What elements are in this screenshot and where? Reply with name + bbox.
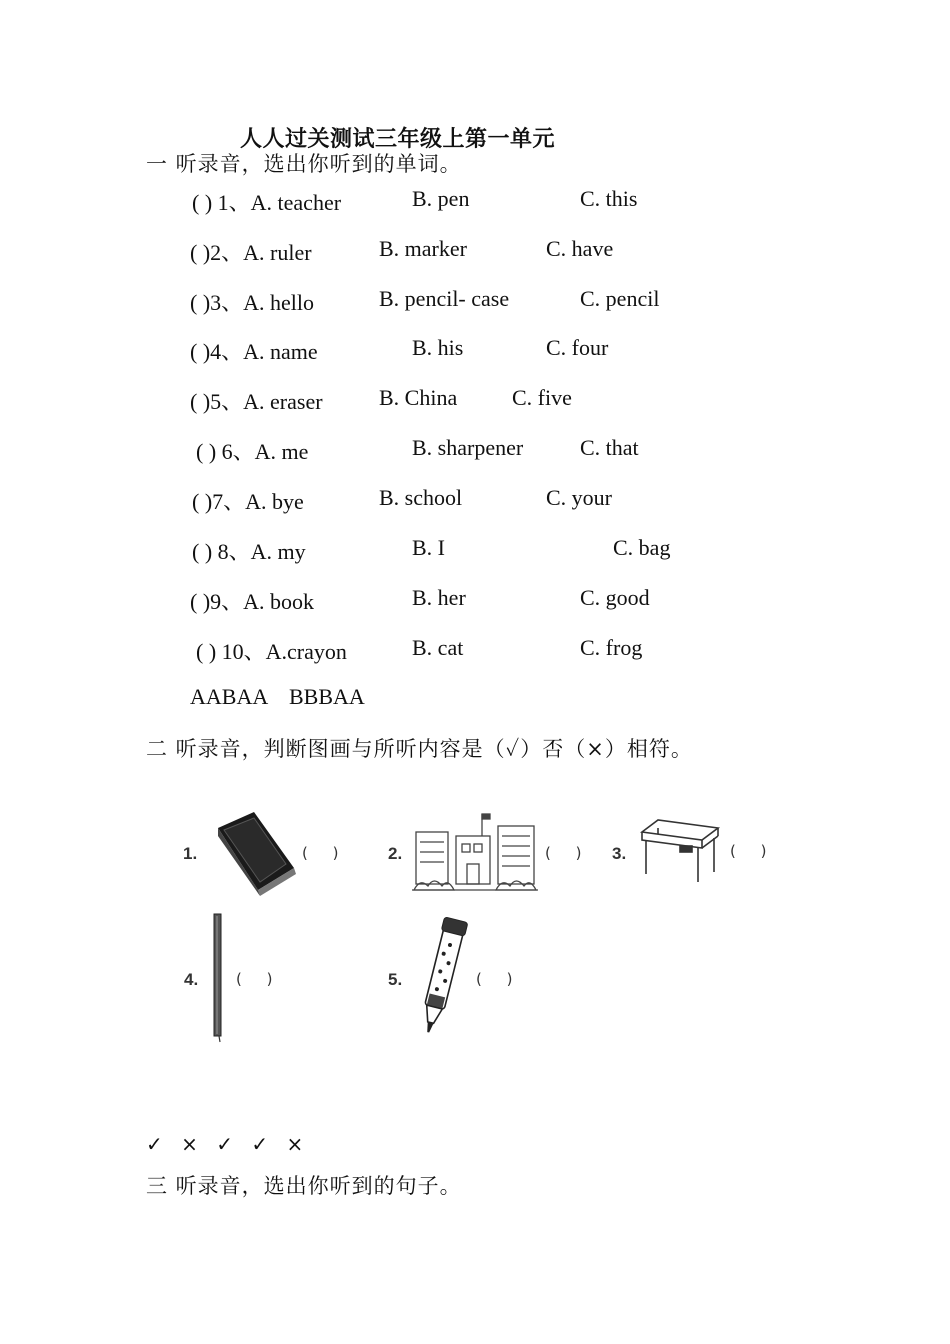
picture-number: 5. [388,970,403,989]
option-b: B. cat [412,635,464,660]
option-c: C. good [580,585,650,610]
book-icon [210,810,300,896]
section-1-answers: AABAA BBBAA [190,684,365,709]
option-b: B. sharpener [412,435,524,460]
option-b: B. marker [379,236,467,261]
picture-number: 4. [184,970,199,989]
option-c: C. four [546,335,609,360]
option-b: B. China [379,385,458,410]
question-row [0,186,700,216]
option-c: C. this [580,186,638,211]
question-lead: ( )3、A. hello [190,290,315,315]
option-b: B. pen [412,186,470,211]
option-c: C. pencil [580,286,660,311]
option-b: B. school [379,485,463,510]
option-c: C. five [512,385,572,410]
option-c: C. bag [613,535,671,560]
answer-paren: ( ) [476,970,523,988]
option-c: C. that [580,435,639,460]
section-2-answers: ✓ × ✓ ✓ × [146,1132,310,1156]
ruler-icon [210,912,226,1044]
question-lead: ( ) 6、A. me [196,439,309,464]
question-row [0,485,700,515]
section-3-heading: 三 听录音，选出你听到的句子。 [146,1174,462,1198]
answer-paren: ( ) [302,844,349,862]
question-lead: ( ) 10、A.crayon [196,639,347,664]
answer-paren: ( ) [236,970,283,988]
option-c: C. your [546,485,612,510]
option-b: B. her [412,585,466,610]
question-lead: ( ) 1、A. teacher [192,190,342,215]
marker-icon [414,914,470,1040]
section-1-heading: 一 听录音，选出你听到的单词。 [146,152,462,176]
question-lead: ( )7、A. bye [192,489,304,514]
question-row [0,385,700,415]
question-lead: ( )2、A. ruler [190,240,312,265]
picture-number: 3. [612,844,627,863]
picture-number: 1. [183,844,198,863]
option-b: B. I [412,535,445,560]
answer-paren: ( ) [730,842,777,860]
question-lead: ( )4、A. name [190,339,318,364]
option-b: B. his [412,335,464,360]
question-row [0,335,700,365]
question-row [0,435,700,465]
answer-paren: ( ) [545,844,592,862]
question-lead: ( )5、A. eraser [190,389,323,414]
question-row [0,286,700,316]
page-title: 人人过关测试三年级上第一单元 [240,126,556,152]
question-lead: ( )9、A. book [190,589,315,614]
option-c: C. have [546,236,614,261]
picture-number: 2. [388,844,403,863]
school-icon [412,812,538,894]
option-c: C. frog [580,635,643,660]
question-row [0,535,700,565]
option-b: B. pencil- case [379,286,510,311]
question-row [0,635,700,665]
question-lead: ( ) 8、A. my [192,539,306,564]
desk-icon [640,818,720,884]
question-row [0,585,700,615]
section-2-heading: 二 听录音，判断图画与所听内容是（✓）否（×）相符。 [146,737,693,761]
question-row [0,236,700,266]
